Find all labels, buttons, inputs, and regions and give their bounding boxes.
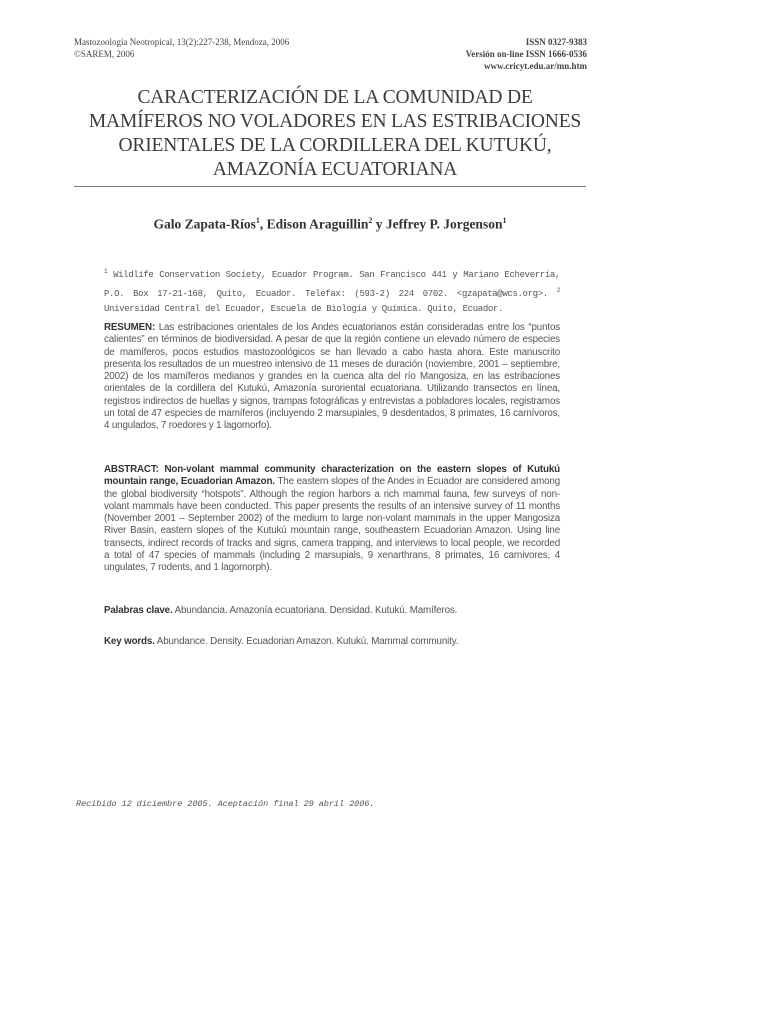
affil-mark: 2 bbox=[556, 287, 560, 294]
palabras-clave bbox=[104, 605, 560, 617]
received-dates: Recibido 12 diciembre 2005. Aceptación final 29 abril 2006. bbox=[76, 799, 375, 809]
journal-citation: Mastozoología Neotropical, 13(2):227-238, Mendoza, 2006 bbox=[74, 37, 290, 47]
palabras-clave-text: Abundancia. Amazonía ecuatoriana. Densidad. Kutukú. Mamíferos. bbox=[172, 605, 458, 616]
affiliation-1: Wildlife Conservation Society, Ecuador Program. San Francisco 441 y Mariano Echeverría, P.O. Box 17-21-168, Quito, Ecuador. Telefax: (593-2) 224 0702. <gzapata@wcs.org>. bbox=[104, 270, 560, 299]
abstract-label: ABSTRACT: Non-volant mammal community characterization on the eastern slopes of Kutukú mountain range, Ecuadorian Amazon. bbox=[104, 464, 560, 488]
affiliation-2: Universidad Central del Ecuador, Escuela de Biología y Química. Quito, Ecuador. bbox=[104, 304, 504, 314]
affil-mark: 1 bbox=[104, 268, 108, 275]
abstract-text: The eastern slopes of the Andes in Ecuador are considered among the global biodiversity “hotspots”. Although the region harbors a rich mammal fauna, few surveys of non-volant mammals have been conducted. This paper presents the results of an intensive survey of 11 months (November 2001 – September 2002) of the medium to large non-volant mammals in the upper Mangosiza River Basin, eastern slopes of the Kutukú mountain range, southeastern Ecuadorian Amazon. Using line transects, indirect records of tracks and signs, camera trapping, and interviews to local people, we recorded a total of 47 species of mammals (including 2 marsupials, 9 xenarthrans, 8 primates, 16 carnivores, 4 ungulates, 7 rodents, and 1 lagomorph). bbox=[104, 476, 560, 574]
author-name: Edison Araguillin bbox=[266, 216, 369, 232]
issn-online: Versión on-line ISSN 1666-0536 bbox=[465, 49, 587, 59]
title-divider bbox=[74, 186, 586, 187]
key-words bbox=[104, 636, 560, 648]
title-line-3: ORIENTALES DE LA CORDILLERA DEL KUTUKÚ, bbox=[118, 135, 552, 156]
copyright-notice: ©SAREM, 2006 bbox=[74, 49, 135, 59]
title-line-1: CARACTERIZACIÓN DE LA COMUNIDAD DE bbox=[137, 87, 533, 108]
author-name: Jeffrey P. Jorgenson bbox=[385, 216, 503, 232]
author-affil-mark: 1 bbox=[255, 216, 260, 225]
title-line-4: AMAZONÍA ECUATORIANA bbox=[212, 159, 458, 180]
resumen-label: RESUMEN: bbox=[104, 322, 156, 333]
journal-url[interactable]: www.cricyt.edu.ar/mn.htm bbox=[484, 61, 587, 71]
affiliations bbox=[104, 264, 560, 317]
article-title bbox=[70, 86, 600, 182]
key-words-text: Abundance. Density. Ecuadorian Amazon. Kutukú. Mammal community. bbox=[154, 636, 459, 647]
author-affil-mark: 1 bbox=[502, 216, 507, 225]
abstract-section bbox=[104, 464, 560, 575]
author-separator: y bbox=[372, 216, 386, 232]
author-list bbox=[74, 216, 586, 233]
author-name: Galo Zapata-Ríos bbox=[153, 216, 256, 232]
issn-print: ISSN 0327-9383 bbox=[525, 37, 587, 47]
resumen-text: Las estribaciones orientales de los Andes ecuatorianos están consideradas entre los “puntos calientes” en términos de biodiversidad. A pesar de que la región contiene un elevado número de especies de mamíferos, pocos estudios mastozoológicos se han llevado a cabo hasta ahora. Este manuscrito presenta los resultados de un muestreo intensivo de 11 meses de duración (noviembre, 2001 – septiembre, 2002) de los mamíferos medianos y grandes en la cuenca alta del río Mangosiza, en las estribaciones orientales de la cordillera del Kutukú, Amazonía suroriental ecuatoriana. Utilizando transectos en línea, registros indirectos de huellas y signos, trampas fotográficas y entrevistas a pobladores locales, registramos un total de 47 especies de mamíferos (incluyendo 2 marsupiales, 9 desdentados, 8 primates, 16 carnívoros, 4 ungulados, 7 roedores y 1 lagomorfo). bbox=[104, 322, 560, 432]
key-words-label: Key words. bbox=[104, 636, 155, 647]
resumen-section bbox=[104, 322, 560, 433]
author-separator: , bbox=[259, 216, 267, 232]
palabras-clave-label: Palabras clave. bbox=[104, 605, 173, 616]
author-affil-mark: 2 bbox=[368, 216, 373, 225]
title-line-2: MAMÍFEROS NO VOLADORES EN LAS ESTRIBACIONES bbox=[88, 111, 582, 132]
